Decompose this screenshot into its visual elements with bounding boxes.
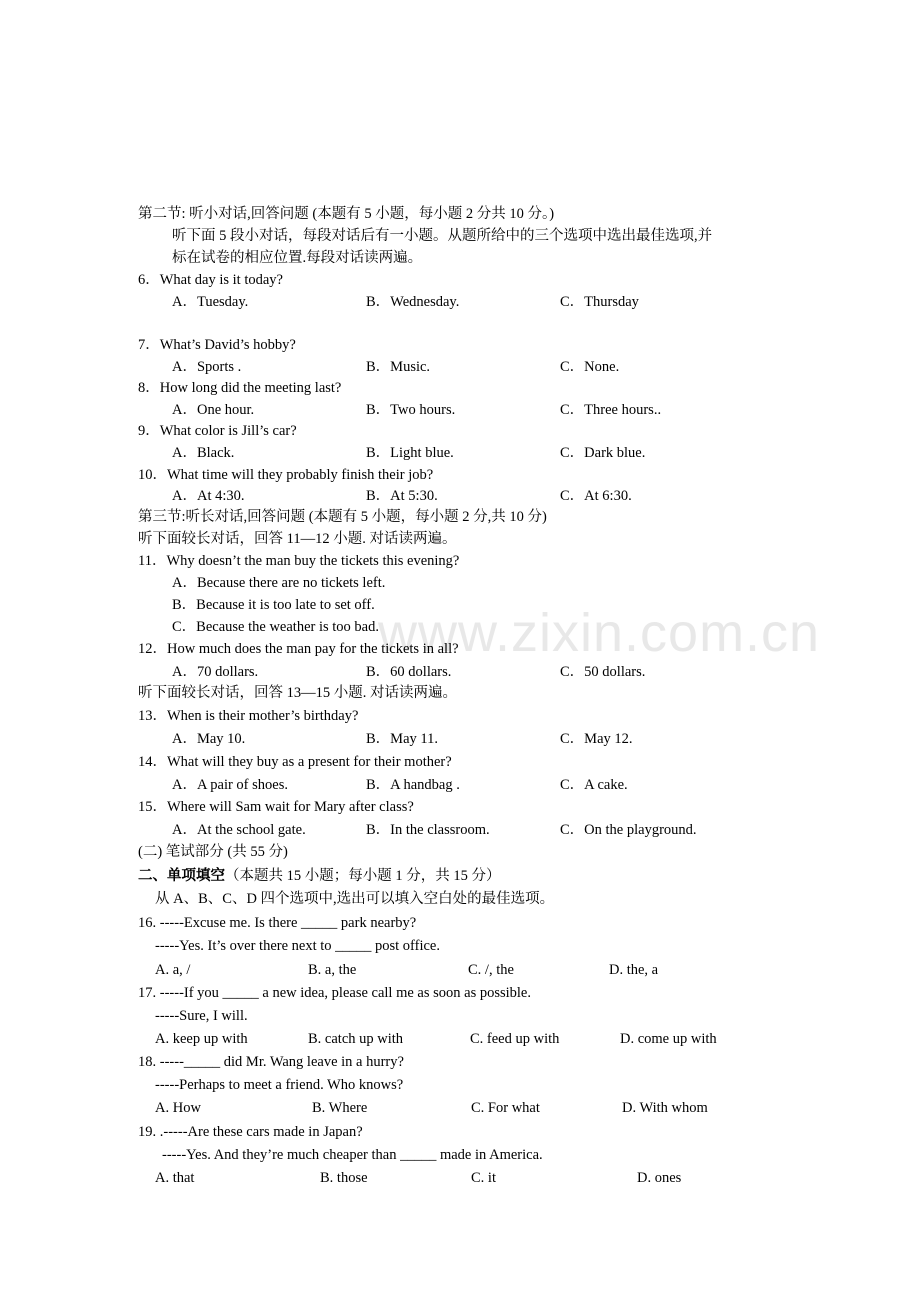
- part2-instruction: 从 A、B、C、D 四个选项中,选出可以填入空白处的最佳选项。: [155, 891, 555, 907]
- section3-title: 第三节:听长对话,回答问题 (本题有 5 小题，每小题 2 分,共 10 分): [138, 509, 547, 525]
- q6-option-b: B．Wednesday.: [366, 294, 460, 310]
- q8-option-a: A．One hour.: [172, 402, 255, 418]
- question-11: 11．Why doesn’t the man buy the tickets this evening?: [138, 553, 460, 569]
- q8-option-b: B．Two hours.: [366, 402, 456, 418]
- section2-instruction-cont: 标在试卷的相应位置.每段对话读两遍。: [172, 250, 423, 266]
- q14-option-c: C．A cake.: [560, 777, 628, 793]
- section2-instruction: 听下面 5 段小对话，每段对话后有一小题。从题所给中的三个选项中选出最佳选项,并: [172, 228, 713, 244]
- q9-option-c: C．Dark blue.: [560, 445, 646, 461]
- q18-reply: -----Perhaps to meet a friend. Who knows?: [155, 1077, 404, 1093]
- section3-instruction-1: 听下面较长对话，回答 11—12 小题. 对话读两遍。: [138, 531, 457, 547]
- q18-option-d: D. With whom: [622, 1100, 708, 1116]
- q16-reply: -----Yes. It’s over there next to _____ post office.: [155, 938, 440, 954]
- q15-option-b: B．In the classroom.: [366, 822, 490, 838]
- part2-note: （本题共 15 小题；每小题 1 分，共 15 分）: [225, 868, 501, 884]
- watermark: www.zixin.com.cn: [378, 603, 821, 663]
- question-12: 12．How much does the man pay for the tickets in all?: [138, 641, 459, 657]
- q16-option-c: C. /, the: [468, 962, 514, 978]
- q11-option-b: B．Because it is too late to set off.: [172, 597, 375, 613]
- q14-option-b: B．A handbag .: [366, 777, 460, 793]
- question-6: 6．What day is it today?: [138, 272, 283, 288]
- q17-reply: -----Sure, I will.: [155, 1008, 248, 1024]
- q6-option-a: A．Tuesday.: [172, 294, 249, 310]
- q13-option-c: C．May 12.: [560, 731, 633, 747]
- q17-option-d: D. come up with: [620, 1031, 717, 1047]
- question-13: 13．When is their mother’s birthday?: [138, 708, 359, 724]
- q17-option-c: C. feed up with: [470, 1031, 560, 1047]
- q13-option-a: A．May 10.: [172, 731, 246, 747]
- q17-option-a: A. keep up with: [155, 1031, 248, 1047]
- part2-head: 二、单项填空: [138, 868, 225, 884]
- q7-option-b: B．Music.: [366, 359, 431, 375]
- q10-option-c: C．At 6:30.: [560, 488, 632, 504]
- q10-option-a: A．At 4:30.: [172, 488, 245, 504]
- q7-option-a: A．Sports .: [172, 359, 242, 375]
- question-9: 9．What color is Jill’s car?: [138, 423, 297, 439]
- question-7: 7．What’s David’s hobby?: [138, 337, 296, 353]
- q15-option-c: C．On the playground.: [560, 822, 697, 838]
- written-part-title: (二) 笔试部分 (共 55 分): [138, 844, 288, 860]
- q8-option-c: C．Three hours..: [560, 402, 662, 418]
- section2-title: 第二节: 听小对话,回答问题 (本题有 5 小题，每小题 2 分共 10 分。): [138, 206, 555, 222]
- question-14: 14．What will they buy as a present for their mother?: [138, 754, 452, 770]
- q11-option-c: C．Because the weather is too bad.: [172, 619, 379, 635]
- question-19: 19. .-----Are these cars made in Japan?: [138, 1124, 363, 1140]
- q17-option-b: B. catch up with: [308, 1031, 404, 1047]
- q12-option-c: C．50 dollars.: [560, 664, 646, 680]
- q16-option-a: A. a, /: [155, 962, 191, 978]
- q6-option-c: C．Thursday: [560, 294, 639, 310]
- q19-option-c: C. it: [471, 1170, 496, 1186]
- q9-option-b: B．Light blue.: [366, 445, 454, 461]
- q14-option-a: A．A pair of shoes.: [172, 777, 288, 793]
- q18-option-c: C. For what: [471, 1100, 540, 1116]
- question-10: 10．What time will they probably finish their job?: [138, 467, 434, 483]
- q15-option-a: A．At the school gate.: [172, 822, 306, 838]
- q10-option-b: B．At 5:30.: [366, 488, 438, 504]
- part2-heading: [138, 867, 501, 885]
- q7-option-c: C．None.: [560, 359, 620, 375]
- q13-option-b: B．May 11.: [366, 731, 438, 747]
- question-17: 17. -----If you _____ a new idea, please call me as soon as possible.: [138, 985, 531, 1001]
- question-18: 18. -----_____ did Mr. Wang leave in a hurry?: [138, 1054, 404, 1070]
- question-16: 16. -----Excuse me. Is there _____ park nearby?: [138, 915, 417, 931]
- q11-option-a: A．Because there are no tickets left.: [172, 575, 386, 591]
- q16-option-d: D. the, a: [609, 962, 659, 978]
- section3-instruction-2: 听下面较长对话，回答 13—15 小题. 对话读两遍。: [138, 685, 457, 701]
- q18-option-b: B. Where: [312, 1100, 368, 1116]
- q19-option-a: A. that: [155, 1170, 195, 1186]
- question-8: 8．How long did the meeting last?: [138, 380, 342, 396]
- q19-reply: -----Yes. And they’re much cheaper than _____ made in America.: [162, 1147, 543, 1163]
- question-15: 15．Where will Sam wait for Mary after class?: [138, 799, 414, 815]
- q19-option-b: B. those: [320, 1170, 368, 1186]
- q16-option-b: B. a, the: [308, 962, 357, 978]
- q19-option-d: D. ones: [637, 1170, 682, 1186]
- q12-option-a: A．70 dollars.: [172, 664, 259, 680]
- q12-option-b: B．60 dollars.: [366, 664, 452, 680]
- q9-option-a: A．Black.: [172, 445, 235, 461]
- q18-option-a: A. How: [155, 1100, 201, 1116]
